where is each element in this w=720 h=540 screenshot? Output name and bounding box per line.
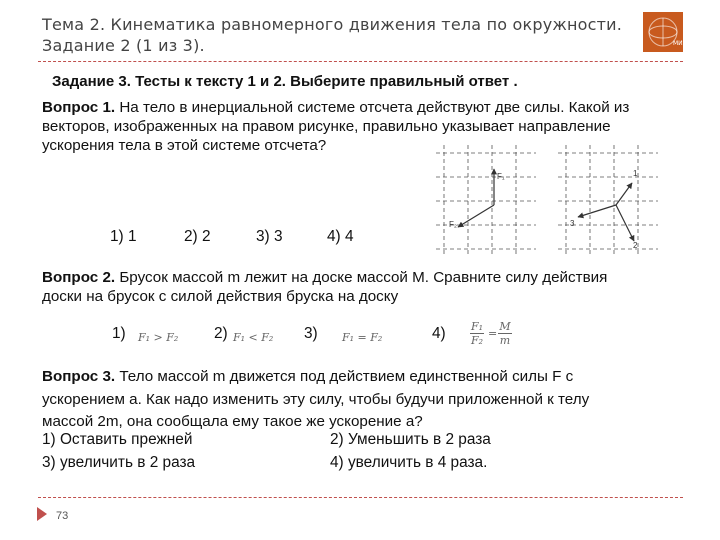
q2-option-4-formula	[470, 320, 518, 352]
title-line-1: Тема 2. Кинематика равномерного движения тела по окружности.	[42, 15, 623, 34]
logo-globe-icon	[643, 12, 687, 52]
q2-option-1-label[interactable]: 1)	[112, 325, 126, 342]
q2-option-2-formula: F₁ < F₂	[233, 331, 274, 344]
fraction-equals: =	[488, 327, 498, 340]
label-vector-3: 3	[570, 219, 575, 228]
fraction-2-denominator: m	[499, 334, 511, 347]
q2-bold: Вопрос 2.	[42, 269, 116, 286]
header-divider	[38, 61, 683, 62]
logo-text: МИЭ	[673, 40, 687, 47]
q2-line-2: доски на брусок с силой действия бруска на доску	[42, 288, 399, 305]
q3-answer-4[interactable]: 4) увеличить в 4 раза.	[330, 454, 488, 471]
q1-line-2: векторов, изображенных на правом рисунке, правильно указывает направление	[42, 118, 611, 135]
force-vector-f2	[458, 205, 494, 227]
label-f2: F₂	[449, 220, 457, 229]
q2-option-1-formula: F₁ > F₂	[138, 331, 179, 344]
q1-option-4[interactable]: 4) 4	[327, 228, 354, 245]
page-number: 73	[56, 510, 69, 522]
logo	[643, 12, 687, 52]
q2-option-4-label[interactable]: 4)	[432, 325, 446, 342]
q3-answer-2[interactable]: 2) Уменьшить в 2 раза	[330, 431, 491, 448]
left-force-vectors	[458, 169, 494, 227]
q2-option-3-label[interactable]: 3)	[304, 325, 318, 342]
q1-figure	[436, 145, 676, 257]
q3-line-2: ускорением a. Как надо изменить эту силу, чтобы будучи приложенной к телу	[42, 390, 590, 408]
fraction-2-numerator: M	[499, 320, 511, 333]
q3-line-3: массой 2m, она сообщала ему такое же ускорение a?	[42, 413, 423, 430]
q3-answer-1[interactable]: 1) Оставить прежней	[42, 431, 193, 448]
q2-option-2-label[interactable]: 2)	[214, 325, 228, 342]
vector-3	[578, 205, 616, 217]
q1-bold: Вопрос 1.	[42, 99, 116, 116]
q2-line-1: Брусок массой m лежит на доске массой M. Сравните силу действия	[115, 269, 608, 286]
q1-option-2[interactable]: 2) 2	[184, 228, 211, 245]
label-vector-1: 1	[633, 169, 638, 178]
q3-bold: Вопрос 3.	[42, 368, 116, 385]
q1-option-3[interactable]: 3) 3	[256, 228, 283, 245]
footer-divider	[38, 497, 683, 498]
vector-2	[616, 205, 634, 241]
label-vector-2: 2	[633, 241, 638, 250]
right-vectors-grid	[558, 145, 658, 257]
q3-answer-3[interactable]: 3) увеличить в 2 раза	[42, 454, 196, 471]
task-title: Задание 3. Тесты к тексту 1 и 2. Выберите правильный ответ .	[52, 73, 518, 90]
question-3	[42, 366, 692, 434]
fraction-1-denominator: F₂	[470, 334, 484, 347]
question-2	[42, 268, 692, 306]
fraction-1-numerator: F₁	[470, 320, 484, 333]
right-vectors	[578, 183, 634, 241]
q2-option-3-formula: F₁ = F₂	[342, 331, 383, 344]
title-line-2: Задание 2 (1 из 3).	[42, 36, 205, 55]
q3-line-1: Тело массой m движется под действием единственной силы F с	[115, 368, 574, 385]
vector-1	[616, 183, 632, 205]
play-triangle-icon	[36, 506, 48, 522]
slide-title	[42, 14, 622, 56]
label-f1: F₁	[497, 172, 505, 181]
q1-line-1: На тело в инерциальной системе отсчета действуют две силы. Какой из	[115, 99, 630, 116]
q1-option-1[interactable]: 1) 1	[110, 228, 137, 245]
q1-line-3: ускорения тела в этой системе отсчета?	[42, 137, 327, 154]
left-force-grid	[436, 145, 536, 257]
